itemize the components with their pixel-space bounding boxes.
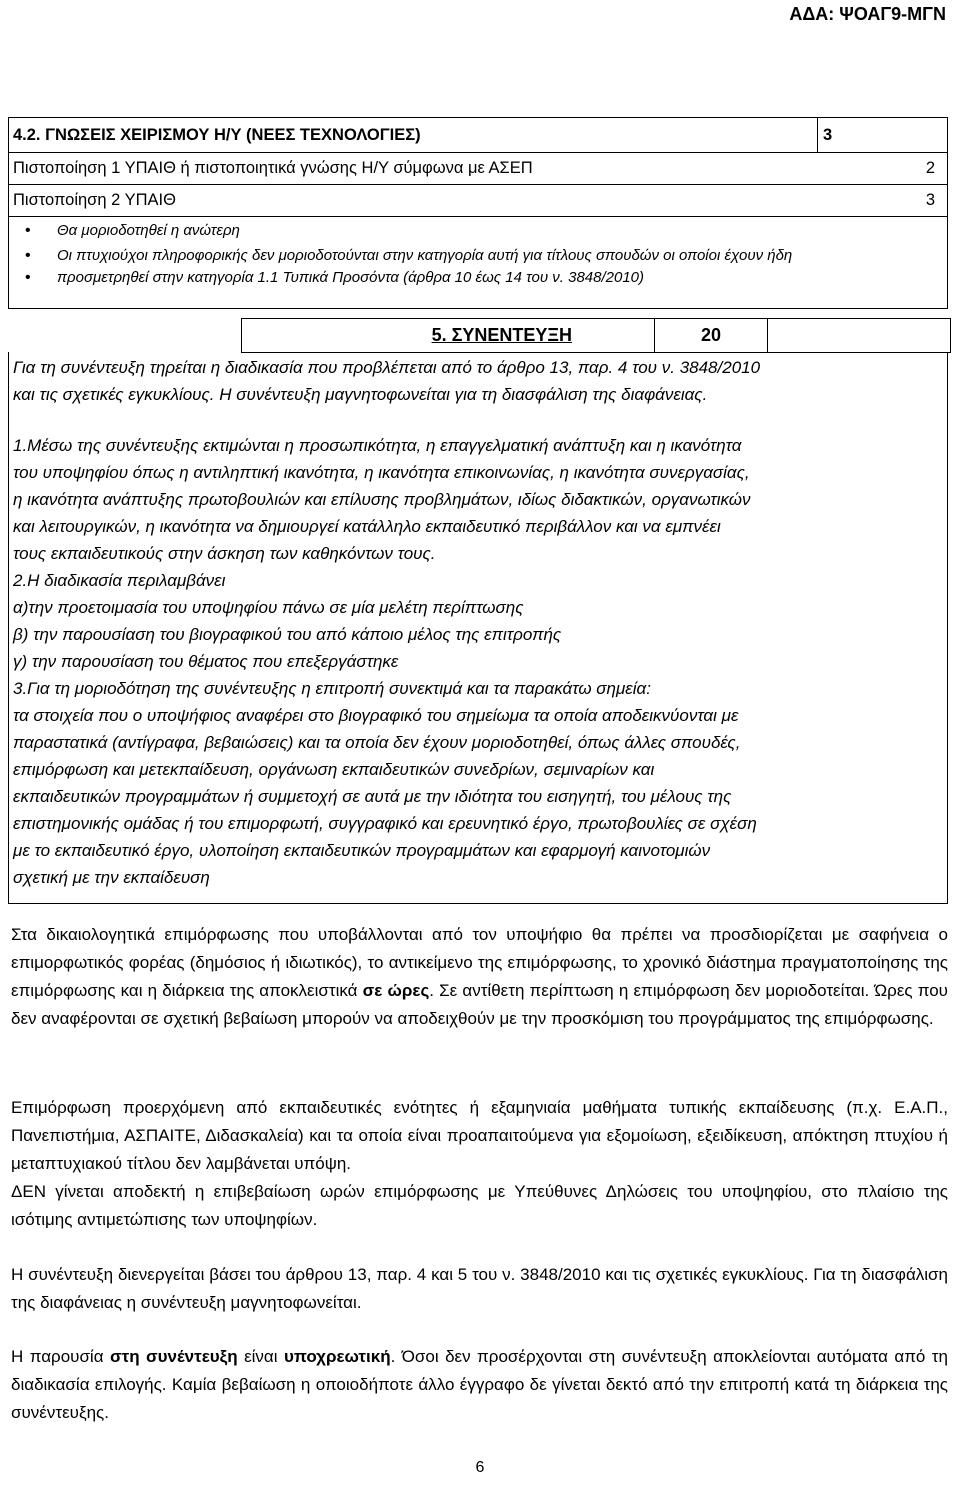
section5-p3-line: τα στοιχεία που ο υποψήφιος αναφέρει στο βιογραφικό του σημείωμα τα οποία αποδεικνύονται με bbox=[13, 706, 739, 725]
para5-text: είναι bbox=[244, 1347, 278, 1366]
criteria-row bbox=[9, 153, 948, 185]
section5-points: 20 bbox=[655, 319, 768, 353]
document-id-header: ΑΔΑ: ΨΟΑΓ9-ΜΓΝ bbox=[789, 4, 946, 24]
section5-p3: 3.Για τη μοριοδότηση της συνέντευξης η επιτροπή συνεκτιμά και τα παρακάτω σημεία: bbox=[13, 679, 651, 698]
criteria-row bbox=[9, 185, 948, 217]
section5-header-table bbox=[241, 318, 951, 353]
section5-p1: 1.Μέσω της συνέντευξης εκτιμώνται η προσωπικότητα, η επαγγελματική ανάπτυξη και η ικανότητα bbox=[13, 436, 742, 455]
section5-p3-line: σχετική με την εκπαίδευση bbox=[13, 868, 210, 887]
para5-bold: στη συνέντευξη bbox=[109, 1347, 238, 1366]
section5-title: 5. ΣΥΝΕΝΤΕΥΞΗ bbox=[242, 319, 655, 353]
criteria-row-points: 2 bbox=[925, 159, 935, 177]
para5-text-end: . Όσοι δεν προσέρχονται στη συνέντευξη αποκλείονται αυτόματα από τη διαδικασία επιλογής. Καμία βεβαίωση η οποιοδήποτε άλλο έγγραφο δε γίνεται δεκτό από την επιτροπή κατά τη διάρκεια της συνέντευξης. bbox=[11, 1347, 948, 1422]
para1-bold: σε ώρες bbox=[362, 981, 430, 1000]
body-paragraph-3: ΔΕΝ γίνεται αποδεκτή η επιβεβαίωση ωρών επιμόρφωσης με Υπεύθυνες Δηλώσεις του υποψηφίου, στο πλαίσιο της ισότιμης αντιμετώπισης των υποψηφίων. bbox=[11, 1182, 948, 1229]
page-number: 6 bbox=[475, 1459, 485, 1476]
criteria-notes bbox=[9, 217, 948, 309]
section5-p3-line: επιστημονικής ομάδας ή του επιμορφωτή, συγγραφικό και ερευνητικό έργο, πρωτοβουλίες σε σχέση bbox=[13, 814, 757, 833]
section5-p2c: γ) την παρουσίαση του θέματος που επεξεργάστηκε bbox=[13, 652, 399, 671]
bullet-item: • Οι πτυχιούχοι πληροφορικής δεν μοριοδοτούνται στην κατηγορία αυτή για τίτλους σπουδών οι οποίοι έχουν ήδη bbox=[57, 245, 947, 267]
para5-text: Η παρουσία bbox=[11, 1347, 104, 1366]
section5-p3-line: επιμόρφωση και μετεκπαίδευση, οργάνωση εκπαιδευτικών συνεδρίων, σεμιναρίων και bbox=[13, 760, 655, 779]
criteria-row-points: 3 bbox=[925, 191, 935, 209]
section5-p1: τους εκπαιδευτικούς στην άσκηση των καθηκόντων τους. bbox=[13, 544, 436, 563]
body-paragraph-4: Η συνέντευξη διενεργείται βάσει του άρθρου 13, παρ. 4 και 5 του ν. 3848/2010 και τις σχετικές εγκυκλίους. Για τη διασφάλιση της διαφάνειας η συνέντευξη μαγνητοφωνείται. bbox=[11, 1265, 948, 1312]
section5-intro: Για τη συνέντευξη τηρείται η διαδικασία που προβλέπεται από το άρθρο 13, παρ. 4 του ν. 3848/2010 bbox=[13, 358, 761, 377]
section5-intro: και τις σχετικές εγκυκλίους. Η συνέντευξη μαγνητοφωνείται για τη διασφάλιση της διαφάνειας. bbox=[13, 385, 708, 404]
section5-p2b: β) την παρουσίαση του βιογραφικού του από κάποιο μέλος της επιτροπής bbox=[13, 625, 562, 644]
section5-p1: του υποψηφίου όπως η αντιληπτική ικανότητα, η ικανότητα επικοινωνίας, η ικανότητα συνεργασίας, bbox=[13, 463, 750, 482]
bullet-item-continuation bbox=[57, 267, 947, 289]
para5-bold: υποχρεωτική bbox=[283, 1347, 391, 1366]
bullet-item: • Θα μοριοδοτηθεί η ανώτερη bbox=[57, 220, 947, 242]
body-paragraph-1 bbox=[11, 921, 948, 1033]
section5-p1: η ικανότητα ανάπτυξης πρωτοβουλιών και επίλυσης προβλημάτων, ιδίως διδακτικών, οργανωτικών bbox=[13, 490, 751, 509]
section5-p1: και λειτουργικών, η ικανότητα να δημιουργεί κατάλληλο εκπαιδευτικό περιβάλλον και να εμπνέει bbox=[13, 517, 721, 536]
section5-empty-cell bbox=[768, 319, 951, 353]
criteria-row-label: Πιστοποίηση 1 ΥΠΑΙΘ ή πιστοποιητικά γνώσης Η/Υ σύμφωνα με ΑΣΕΠ bbox=[13, 159, 533, 177]
criteria-title-points: 3 bbox=[818, 118, 948, 153]
para1-text: Στα δικαιολογητικά επιμόρφωσης που υποβάλλονται από τον υποψήφιο θα πρέπει να προσδιορίζεται με σαφήνεια ο επιμορφωτικός φορέας (δημόσιος ή ιδιωτικός), το αντικείμενο της επιμόρφωσης, το χρονικό διάστημα πραγματοποίησης της επιμόρφωσης και η διάρκεια της αποκλειστικά bbox=[11, 925, 948, 1000]
criteria-table bbox=[8, 117, 948, 309]
para1-text-end: . Σε αντίθετη περίπτωση η επιμόρφωση δεν μοριοδοτείται. Ώρες που δεν αναφέρονται σε σχετική βεβαίωση μπορούν να αποδειχθούν με την προσκόμιση του προγράμματος της επιμόρφωσης. bbox=[11, 981, 948, 1028]
section5-p3-line: εκπαιδευτικών προγραμμάτων ή συμμετοχή σε αυτά με την ιδιότητα του εισηγητή, του μέλους της bbox=[13, 787, 732, 806]
criteria-title: 4.2. ΓΝΩΣΕΙΣ ΧΕΙΡΙΣΜΟΥ Η/Υ (ΝΕΕΣ ΤΕΧΝΟΛΟΓΙΕΣ) bbox=[9, 118, 818, 153]
section5-box bbox=[8, 352, 948, 904]
section5-p2: 2.Η διαδικασία περιλαμβάνει bbox=[13, 571, 226, 590]
criteria-row-label: Πιστοποίηση 2 ΥΠΑΙΘ bbox=[13, 191, 176, 209]
section5-p3-line: παραστατικά (αντίγραφα, βεβαιώσεις) και τα οποία δεν έχουν μοριοδοτηθεί, όπως άλλες σπουδές, bbox=[13, 733, 741, 752]
section5-p3-line: με το εκπαιδευτικό έργο, υλοποίηση εκπαιδευτικών προγραμμάτων και εφαρμογή καινοτομιών bbox=[13, 841, 711, 860]
body-paragraph-5 bbox=[11, 1343, 948, 1427]
bullet-continuation-text: προσμετρηθεί στην κατηγορία 1.1 Τυπικά Προσόντα (άρθρα 10 έως 14 του ν. 3848/2010) bbox=[57, 269, 645, 286]
section5-p2a: α)την προετοιμασία του υποψηφίου πάνω σε μία μελέτη περίπτωσης bbox=[13, 598, 524, 617]
body-paragraph-2: Επιμόρφωση προερχόμενη από εκπαιδευτικές ενότητες ή εξαμηνιαία μαθήματα τυπικής εκπαίδευσης (π.χ. Ε.Α.Π., Πανεπιστήμια, ΑΣΠΑΙΤΕ, Διδασκαλεία) και τα οποία είναι προαπαιτούμενα για εξομοίωση, εξειδίκευση, απόκτηση πτυχίου ή μεταπτυχιακού τίτλου δεν λαμβάνεται υπόψη. bbox=[11, 1098, 948, 1173]
